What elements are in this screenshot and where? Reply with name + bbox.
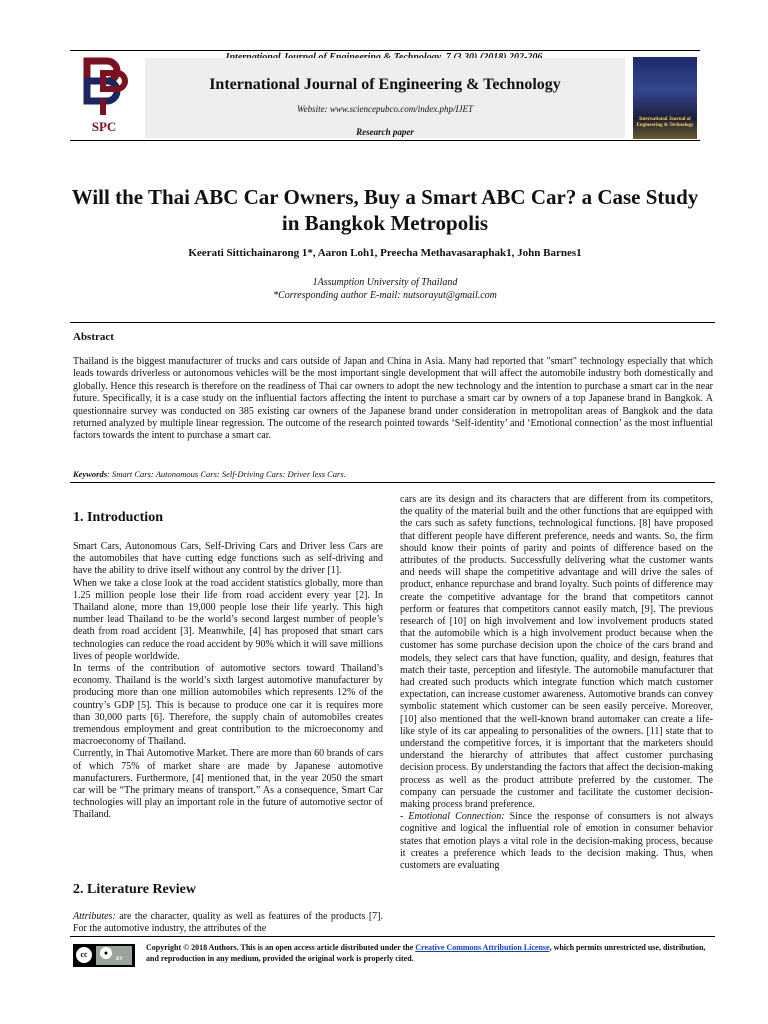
abstract-heading: Abstract [73, 331, 114, 343]
by-badge [96, 946, 132, 965]
intro-paragraph: When we take a close look at the road accident statistics globally, more than 1.25 million people lose their life from road accident every year [2]. In Thailand alone, more than 19,000 people lose their life yearly. This high number lead Thailand to be the world’s second largest number of people’s death from road accident [3]. Meanwhile, [4] has proposed that smart cars technologies can reduce the road accident by 90% which it will save millions lives of people worldwide. [73, 577, 383, 662]
cc-license-badge[interactable] [73, 944, 135, 967]
emotional-label: - Emotional Connection: [400, 811, 505, 823]
svg-text:SPC: SPC [91, 119, 117, 134]
header-rule [70, 140, 700, 141]
cover-title: International Journal of Engineering & Technology [636, 117, 694, 128]
lit-review-heading: 2. Literature Review [73, 882, 196, 897]
keywords-value: : Smart Cars: Autonomous Cars: Self-Driving Cars: Driver less Cars. [107, 469, 346, 479]
paper-type: Research paper [356, 127, 414, 137]
corresponding-author: *Corresponding author E-mail: nutsorayut@gmail.com [273, 290, 497, 301]
copyright-post: , which permits unrestricted use, distribution, and reproduction in any medium, provided the original work is properly cited. [146, 943, 706, 963]
top-rule [70, 50, 700, 51]
footer-rule [70, 936, 715, 937]
abstract-rule [70, 322, 715, 323]
right-column [400, 494, 713, 872]
journal-website: Website: www.sciencepubco.com/index.php/IJET [297, 104, 473, 114]
emotional-text: Since the response of consumers is not always cognitive and logical the influential role of emotion in consumer behavior states that emotion plays a vital role in the decision-making process, because it creates a preference which leads to the decision making. Thus, when customers are evaluating [400, 811, 713, 872]
attributes-text: are the character, quality as well as features of the products [7]. For the automotive industry, the attributes of the [73, 911, 383, 935]
author-list: Keerati Sittichainarong 1*, Aaron Loh1, Preecha Methavasaraphak1, John Barnes1 [188, 247, 582, 259]
journal-name: International Journal of Engineering & Technology [209, 76, 561, 93]
affiliation: 1Assumption University of Thailand [312, 277, 458, 288]
keywords-line [73, 469, 713, 479]
affiliation-block [70, 276, 700, 302]
intro-body [73, 541, 383, 822]
keywords-rule [70, 482, 715, 483]
intro-paragraph: In terms of the contribution of automotive sectors toward Thailand’s economy. Thailand is the world’s sixth largest automotive manufacturer by producing more than one million automobiles which represents 12% of the country’s GDP [5]. This is because to produce one car it is requires more than 30,000 parts [6]. Therefore, the supply chain of automobiles creates tremendous employment and great contribution to the microeconomy and macroeconomy of Thailand. [73, 663, 383, 748]
cc-icon: cc [76, 947, 92, 963]
by-label: BY [116, 957, 123, 962]
keywords-label: Keywords [73, 469, 107, 479]
intro-paragraph: Smart Cars, Autonomous Cars, Self-Driving Cars and Driver less Cars are the automobiles that have cutting edge functions such as self-driving and have the ability to drive itself without any control by the driver [1]. [73, 541, 383, 577]
copyright-pre: Copyright © 2018 Authors. This is an open access article distributed under the [146, 943, 416, 952]
journal-cover-image [633, 57, 697, 139]
intro-paragraph: Currently, in Thai Automotive Market. There are more than 60 brands of cars of which 75% of market share are made by Japanese automotive manufacturers. Furthermore, [4] mentioned that, in the year 2050 the smart car will be “The primary means of transport.” As a consequence, Smart Car technologies will play an important role in the future of automotive sector of Thailand. [73, 748, 383, 821]
person-icon: ● [100, 947, 112, 959]
header-banner [145, 58, 625, 138]
lit-review-body [73, 911, 383, 935]
abstract-text: Thailand is the biggest manufacturer of trucks and cars outside of Japan and China in Asia. Many had reported that "smart" technology especially that which leads towards driverless or autonomous vehicles will be the most important single development that will affect the automobile industry both domestically and globally. Hence this research is therefore on the readiness of Thai car owners to adopt the new technology and the intention to purchase a smart car in the near future. Specifically, it is a case study on the influential factors affecting the intent to purchase a smart car by owners of a top Japanese brand in Bangkok. A questionnaire survey was conducted on 385 existing car owners of the Japanese brand under consideration in metropolitan areas of Bangkok and the data returned analyzed by multiple linear regression. The outcome of the research pointed towards ‘Self-identity’ and ‘Emotional connection’ as the most influential factors towards the intent to purchase a smart car. [73, 356, 713, 442]
attributes-continued: cars are its design and its characters that are different from its competitors, the quality of the material built and the other functions that are equipped with the cars such as safety functions, technological functions. [8] have proposed that different people have different preference, needs and wants. So, the firm should know their points of parity and points of difference based on the attributes of the products. Successfully delivering what the customer wants and needs will shape the competitive advantage and will drive the sales of product, enhance repurchase and brand loyalty. Such points of difference may create the competitive advantage for the brand that competitors cannot perform or features that competitors cannot easily match, [9]. The previous research of [10] on high involvement and low involvement products stated that the automobile which is a high involvement product because when the customer has some purchase decision upon the choice of the cars brand and models, they select cars that have function, quality, and design, features that match their taste, perception and lifestyle. The automobile manufacturer that had created such products which integrate function which match customer expectation, can increase customer awareness. Automotive brands can convey symbolic statement which customer can be seen easily perceive. Moreover, [10] also mentioned that the well-known brand automaker can create a life-like style of its car appealing to personalities of the owners. [11] state that to understand the competitive forces, it is important that the marketers should understand the hierarchy of attributes that affect customer purchasing decision process. By understanding the factors that affect the decision-making process as well as the product attribute preferred by the customer. The company can persuade the customer and facilitate the customer decision-making process brand preference. [400, 494, 713, 811]
copyright-notice [146, 942, 716, 964]
paper-title: Will the Thai ABC Car Owners, Buy a Smart ABC Car? a Case Study in Bangkok Metropolis [71, 185, 699, 235]
spc-logo [73, 55, 135, 135]
intro-heading: 1. Introduction [73, 510, 163, 525]
attributes-label: Attributes: [73, 911, 116, 922]
license-link[interactable]: Creative Commons Attribution License [415, 943, 550, 952]
